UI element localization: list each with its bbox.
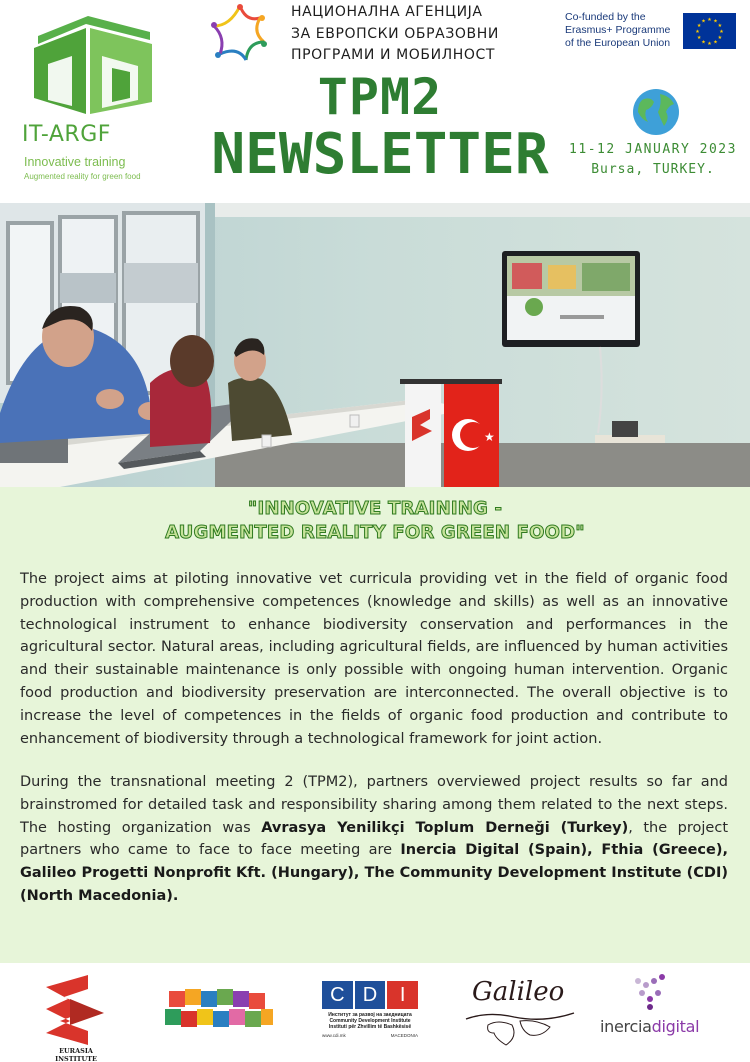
cdi-letter-c: C <box>322 981 353 1009</box>
partner-logos-footer <box>0 963 750 1062</box>
agency-name <box>291 2 541 67</box>
eurasia-logo-icon <box>40 975 112 1045</box>
svg-text:★: ★ <box>701 18 706 25</box>
agency-line-3: ПРОГРАМИ И МОБИЛНОСТ <box>291 47 496 63</box>
logo-subtitle: Innovative training <box>24 155 126 169</box>
cdi-letter-d: D <box>355 981 386 1009</box>
logo-tagline: Augmented reality for green food <box>24 172 141 181</box>
cdi-letters <box>322 981 418 1009</box>
cdi-logo <box>322 981 418 1059</box>
globe-icon <box>632 88 680 136</box>
newsletter-title <box>210 70 550 186</box>
agency-line-1: НАЦИОНАЛНА АГЕНЦИЈА <box>291 4 483 20</box>
eurasia-label: EURASIA INSTITUTE <box>55 1047 97 1062</box>
cofunded-line-3: of the European Union <box>565 37 671 49</box>
cdi-footer-line <box>322 1033 418 1038</box>
svg-text:★: ★ <box>717 35 723 41</box>
cdi-letter-i: I <box>387 981 418 1009</box>
cdi-name-mk: Институт за развој на заедницата <box>328 1012 412 1018</box>
project-description-paragraph: The project aims at piloting innovative vet curricula providing vet in the field of organic food production with comprehensive competences (knowledge and skills) as well as an innovative technological instrument to enhance biodiversity conservation and performances in the agricultural sector. Natural areas, including agricultural fields, are influenced by human activities and their sustainable maintenance is only possible with ongoing human intervention. Organic food production and biodiversity preservation are interconnected. The overall objective is to increase the level of competences in the fields of organic food production and contribute to enhancement of biodiversity through a technological framework for joint action. <box>20 571 728 747</box>
inercia-wordmark <box>600 1017 699 1036</box>
inercia-digital-logo <box>598 973 710 1043</box>
headline-line-2: AUGMENTED REALITY FOR GREEN FOOD" <box>165 522 585 543</box>
cube-logo-icon <box>26 10 156 118</box>
erasmus-cofunded-text <box>565 11 683 50</box>
event-location: Bursa, TURKEY. <box>591 162 715 177</box>
agency-star-icon <box>208 2 272 66</box>
eu-flag-icon <box>683 13 736 49</box>
inercia-word-part1: inercia <box>600 1017 652 1036</box>
svg-text:★: ★ <box>719 29 724 35</box>
headline-line-1: "INNOVATIVE TRAINING - <box>247 498 503 519</box>
partner-organizations: Inercia Digital (Spain), Fthia (Greece), Galileo Progetti Nonprofit Kft. (Hungary), The Community Development Institute (CDI) (North Macedonia). <box>20 842 728 904</box>
svg-text:★: ★ <box>717 23 723 29</box>
newsletter-header <box>0 0 750 200</box>
cdi-country: MACEDONIA <box>390 1033 418 1038</box>
fthia-puzzle-icon <box>165 987 275 1031</box>
event-date: 11-12 JANUARY 2023 <box>569 142 737 157</box>
svg-text:★: ★ <box>484 430 495 444</box>
summary-text-middle: , the project partners who came to face to face meeting are <box>20 819 729 859</box>
host-organization: Avrasya Yenilikçi Toplum Derneği (Turkey) <box>261 819 629 836</box>
title-line-tpm2: TPM2 <box>317 68 443 126</box>
cofunded-line-1: Co-funded by the <box>565 11 646 23</box>
agency-line-2: ЗА ЕВРОПСКИ ОБРАЗОВНИ <box>291 25 499 42</box>
svg-text:★: ★ <box>713 39 718 46</box>
eurasia-institute-logo <box>40 975 112 1062</box>
project-headline <box>0 497 750 545</box>
eurasia-banner <box>400 379 446 487</box>
summary-text-start: During the transnational meeting 2 (TPM2), partners overviewed project results so far and brainstromed for detailed task and responsibility sharing among them related to the next steps. The hosting organization was <box>20 774 728 836</box>
galileo-logo <box>458 975 580 1049</box>
cdi-website: www.cdi.mk <box>322 1033 346 1038</box>
inercia-dots-icon <box>598 973 710 1017</box>
meeting-summary-paragraph <box>20 771 728 908</box>
article-section <box>0 487 750 963</box>
inercia-word-part2: digital <box>651 1017 700 1036</box>
meeting-photo <box>0 203 750 487</box>
svg-text:★: ★ <box>701 39 706 46</box>
cofunded-line-2: Erasmus+ Programme <box>565 24 671 36</box>
svg-text:★: ★ <box>707 41 712 47</box>
it-argf-logo <box>20 6 180 186</box>
svg-text:★: ★ <box>713 18 718 25</box>
cdi-name-sq: Instituti për Zhvillim të Bashkësisë <box>328 1024 412 1030</box>
turkey-flag <box>440 379 502 487</box>
svg-text:★: ★ <box>696 35 702 41</box>
logo-title: IT-ARGF <box>22 122 111 147</box>
svg-text:★: ★ <box>696 23 702 29</box>
tv-screen <box>502 251 640 347</box>
fthia-logo <box>165 987 275 1031</box>
svg-text:★: ★ <box>695 29 700 35</box>
cdi-name-en: Community Development Institute <box>329 1018 411 1024</box>
svg-text:★: ★ <box>707 17 712 23</box>
cdi-names <box>322 1012 418 1030</box>
title-line-newsletter: NEWSLETTER <box>211 122 549 187</box>
galileo-wordmark: Galileo <box>472 977 565 1007</box>
